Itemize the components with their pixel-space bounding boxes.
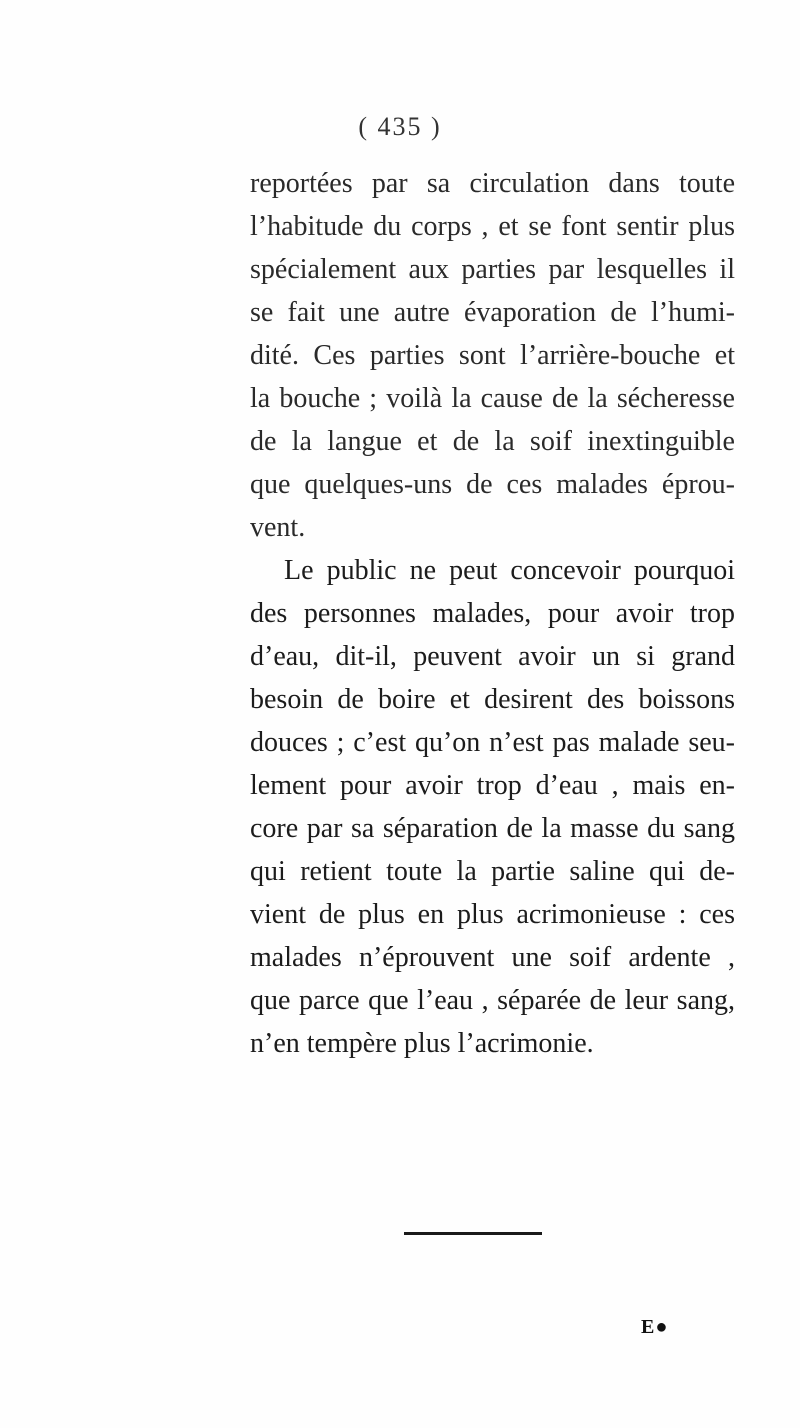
text-line: vent. [250, 512, 306, 543]
text-line: que parce que l’eau , séparée de leur sang, [250, 985, 735, 1016]
text-line: dité. Ces parties sont l’arrière-bouche et [250, 340, 735, 371]
text-line: vient de plus en plus acrimonieuse : ces [250, 899, 735, 930]
text-line: lement pour avoir trop d’eau , mais en- [250, 770, 735, 801]
text-line: core par sa séparation de la masse du sang [250, 813, 735, 844]
text-line: besoin de boire et desirent des boissons [250, 684, 735, 715]
text-line: qui retient toute la partie saline qui de- [250, 856, 735, 887]
paragraph-2 [250, 549, 735, 1065]
text-line: reportées par sa circulation dans toute [250, 168, 735, 199]
section-divider [404, 1232, 542, 1235]
body-text [250, 162, 735, 1065]
paragraph-1 [250, 162, 735, 549]
text-line: que quelques-uns de ces malades éprou- [250, 469, 735, 500]
text-line: de la langue et de la soif inextinguible [250, 426, 735, 457]
text-line: l’habitude du corps , et se font sentir plus [250, 211, 735, 242]
page-number: ( 435 ) [358, 112, 442, 141]
text-line: malades n’éprouvent une soif ardente , [250, 942, 735, 973]
text-line: douces ; c’est qu’on n’est pas malade seu- [250, 727, 735, 758]
text-line: Le public ne peut concevoir pourquoi [284, 555, 735, 586]
text-line: la bouche ; voilà la cause de la sécheresse [250, 383, 735, 414]
text-line: spécialement aux parties par lesquelles il [250, 254, 735, 285]
text-line: n’en tempère plus l’acrimonie. [250, 1028, 594, 1059]
text-line: des personnes malades, pour avoir trop [250, 598, 735, 629]
text-line: d’eau, dit-il, peuvent avoir un si grand [250, 641, 735, 672]
text-line: se fait une autre évaporation de l’humi- [250, 297, 735, 328]
signature-mark: E● [641, 1316, 669, 1338]
